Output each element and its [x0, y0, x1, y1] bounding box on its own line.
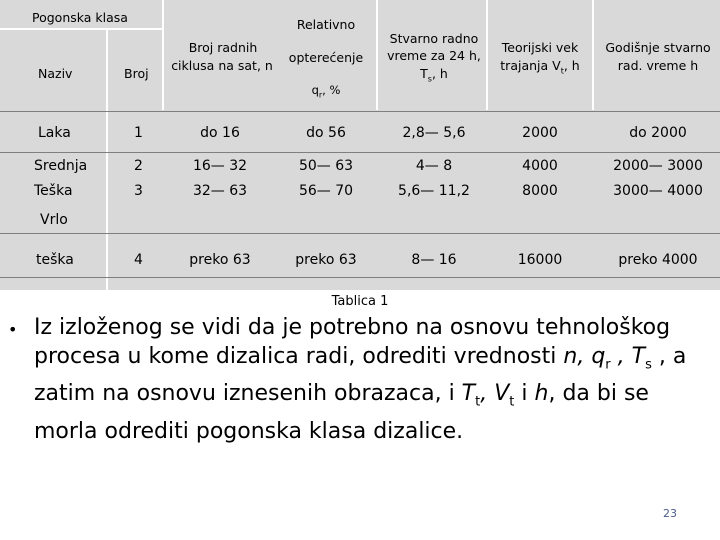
table-cell-ts: 5,6— 11,2: [398, 183, 470, 199]
header-pogonska-klasa: Pogonska klasa: [32, 10, 128, 25]
table-cell-q: preko 63: [295, 252, 357, 268]
header-relativno-line3: $q_r$, %: [311, 83, 341, 100]
column-divider: [592, 0, 594, 110]
table-cell-n: 16— 32: [192, 158, 248, 174]
table-cell-h: do 2000: [629, 125, 687, 141]
table-cell-broj: 1: [134, 125, 143, 141]
table-cell-h: preko 4000: [618, 252, 698, 268]
table-cell-q: 56— 70: [298, 183, 354, 199]
header-stvarno-line3: $T_s$, h: [420, 66, 448, 84]
bullet-paragraph: [8, 313, 708, 446]
table-cell-broj: 3: [134, 183, 143, 199]
bullet-text: Iz izloženog se vidi da je potrebno na osnovu tehnološkog procesa u kome dizalica radi, odrediti vrednosti n, $q_r$ , $T_s$ , a zatim na osnovu iznesenih obrazaca, i $T_t$, $V_t$ i h, da bi se morla odrediti pogonska klasa dizalice.: [34, 315, 687, 444]
table-cell-ts: 8— 16: [411, 252, 457, 268]
table-cell-n: 32— 63: [192, 183, 248, 199]
table-cell-naziv: Laka: [38, 125, 71, 141]
table-cell-naziv-line2: teška: [36, 252, 74, 268]
table-cell-vt: 4000: [522, 158, 558, 174]
header-stvarno-line2: vreme za 24 h,: [387, 48, 481, 63]
table-cell-n: preko 63: [189, 252, 251, 268]
header-godisnje-line1: Godišnje stvarno: [605, 40, 711, 55]
table-cell-q: do 56: [306, 125, 346, 141]
table-cell-h: 3000— 4000: [613, 183, 703, 199]
table-cell-broj: 4: [134, 252, 143, 268]
header-broj-radnih-line1: Broj radnih: [188, 40, 258, 55]
table-cell-broj: 2: [134, 158, 143, 174]
column-divider: [486, 0, 488, 110]
header-teorijski-line2: trajanja $V_t$, h: [500, 58, 580, 76]
table-cell-naziv: Teška: [34, 183, 73, 199]
header-broj: Broj: [124, 66, 149, 81]
column-divider: [376, 0, 378, 110]
table-cell-ts: 2,8— 5,6: [402, 125, 466, 141]
header-broj-radnih-line2: ciklusa na sat, n: [171, 58, 273, 73]
header-naziv: Naziv: [38, 66, 73, 81]
table-cell-naziv: Srednja: [34, 158, 88, 174]
header-stvarno-line1: Stvarno radno: [389, 31, 479, 46]
table-cell-q: 50— 63: [298, 158, 354, 174]
bullet-icon: •: [8, 320, 18, 339]
header-relativno-line2: opterećenje: [288, 50, 364, 65]
table-cell-vt: 8000: [522, 183, 558, 199]
header-relativno-line1: Relativno: [296, 17, 356, 32]
row-separator: [0, 277, 720, 278]
row-separator: [0, 152, 720, 153]
table-cell-n: do 16: [200, 125, 240, 141]
table-cell-vt: 16000: [517, 252, 563, 268]
header-godisnje-line2: rad. vreme h: [617, 58, 699, 73]
table-cell-ts: 4— 8: [415, 158, 453, 174]
column-divider: [162, 0, 164, 110]
header-separator: [0, 111, 720, 112]
row-separator: [0, 233, 720, 234]
table-cell-h: 2000— 3000: [613, 158, 703, 174]
column-divider: [106, 28, 108, 290]
table-cell-vt: 2000: [522, 125, 558, 141]
header-divider: [0, 28, 162, 30]
table-caption: Tablica 1: [331, 294, 389, 309]
header-teorijski-line1: Teorijski vek: [501, 40, 579, 55]
page-number: 23: [663, 507, 677, 520]
table-cell-naziv-line1: Vrlo: [40, 212, 68, 228]
